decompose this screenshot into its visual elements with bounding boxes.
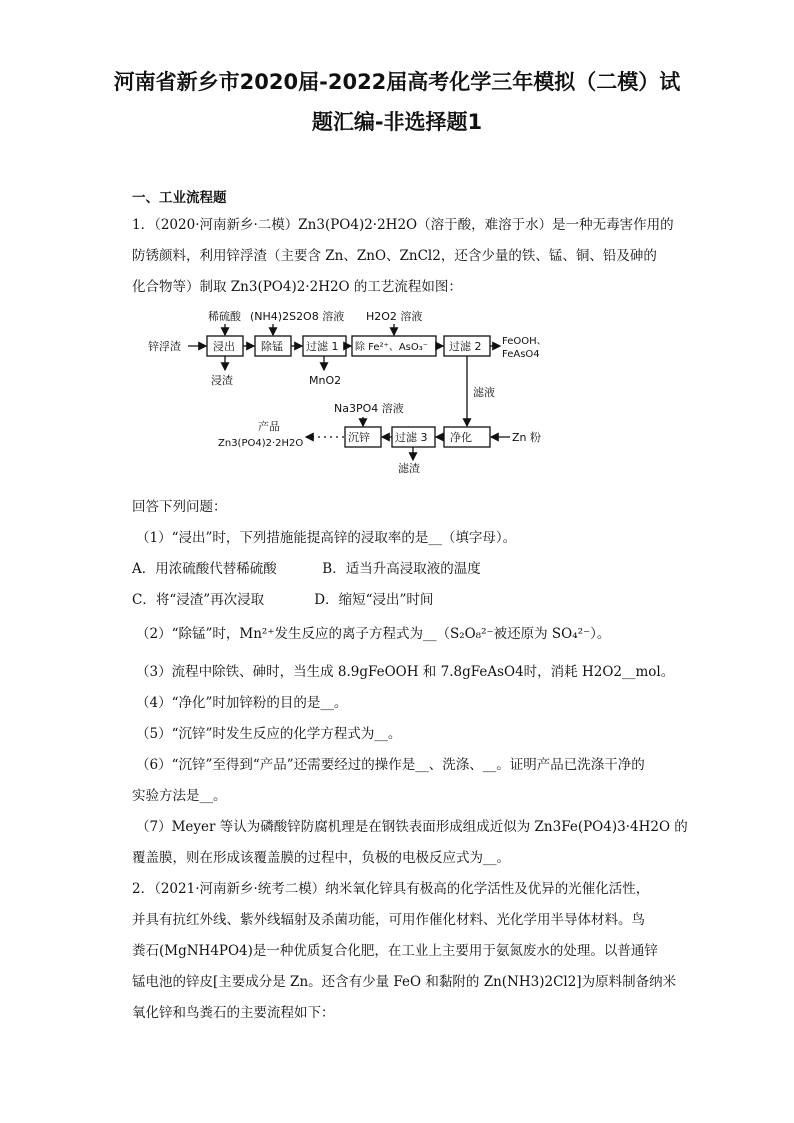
q1-part-6-line-2: 实验方法是__。 [132, 788, 227, 804]
flow-reagent-1: 稀硫酸 [208, 310, 241, 323]
flow-out-5a: FeOOH、 [502, 336, 547, 347]
section-heading: 一、工业流程题 [132, 190, 227, 206]
flow-out-5b: FeAsO4 [502, 349, 540, 360]
q1-part-6-line-1: （6）“沉锌”至得到“产品”还需要经过的操作是__、洗涤、__。证明产品已洗涤干净的 [136, 757, 645, 773]
q1-part-3: （3）流程中除铁、砷时，当生成 8.9gFeOOH 和 7.8gFeAsO4时，消耗 H2O2__mol。 [136, 664, 675, 680]
q1-part-2: （2）“除锰”时，Mn²⁺发生反应的离子方程式为__（S₂O₈²⁻被还原为 SO₄²⁻）。 [136, 626, 611, 642]
process-flow-diagram [0, 300, 794, 490]
q1-options-row-1 [132, 557, 481, 577]
q2-line-5: 氧化锌和鸟粪石的主要流程如下： [132, 1005, 335, 1021]
flow-product: Zn3(PO4)2·2H2O [218, 438, 304, 449]
flow-reagent-4: H2O2 溶液 [366, 310, 423, 323]
q1-intro-line-3: 化合物等）制取 Zn3(PO4)2·2H2O 的工艺流程如图： [132, 279, 462, 295]
option-d: D．缩短“浸出”时间 [314, 592, 434, 608]
title-line-2: 题汇编-非选择题1 [311, 110, 483, 134]
q1-intro-line-2: 防锈颜料，利用锌浮渣（主要含 Zn、ZnO、ZnCl2，还含少量的铁、锰、铜、铅及砷的 [132, 248, 657, 264]
flow-reagent-8: Na3PO4 溶液 [334, 402, 404, 415]
flow-out-7: 滤渣 [398, 462, 420, 475]
option-b: B．适当升高浸取液的温度 [322, 561, 481, 577]
flow-step-3: 过滤 1 [306, 340, 339, 353]
q1-part-4: （4）“净化”时加锌粉的目的是__。 [136, 695, 348, 711]
option-a: A．用浓硫酸代替稀硫酸 [132, 561, 277, 577]
q2-line-1: 2．（2021·河南新乡·统考二模）纳米氧化锌具有极高的化学活性及优异的光催化活性， [132, 881, 650, 897]
q1-part-5: （5）“沉锌”时发生反应的化学方程式为__。 [136, 726, 402, 742]
page-title [60, 62, 734, 142]
flow-filtrate: 滤液 [473, 386, 495, 399]
q1-part-7-line-1: （7）Meyer 等认为磷酸锌防腐机理是在钢铁表面形成组成近似为 Zn3Fe(PO4)3·4H2O 的 [136, 819, 688, 835]
q1-options-row-2 [132, 588, 433, 608]
option-c: C．将“浸渣”再次浸取 [132, 592, 265, 608]
flow-reagent-2: (NH4)2S2O8 溶液 [250, 310, 345, 323]
flow-step-1: 浸出 [213, 340, 235, 353]
flow-out-3: MnO2 [309, 374, 342, 387]
q1-part-1: （1）“浸出”时，下列措施能提高锌的浸取率的是__（填字母）。 [136, 530, 517, 546]
flow-out-1: 浸渣 [211, 374, 233, 387]
flow-reagent-6: Zn 粉 [512, 431, 542, 444]
q2-line-2: 并具有抗红外线、紫外线辐射及杀菌功能，可用作催化材料、光化学用半导体材料。鸟 [132, 912, 645, 928]
flow-step-4: 除 Fe²⁺、AsO₃⁻ [355, 342, 429, 353]
answer-prompt: 回答下列问题： [132, 499, 227, 515]
flow-step-8: 沉锌 [348, 431, 370, 444]
q1-part-7-line-2: 覆盖膜，则在形成该覆盖膜的过程中，负极的电极反应式为__。 [132, 850, 510, 866]
flow-step-5: 过滤 2 [449, 340, 482, 353]
flow-step-7: 过滤 3 [395, 431, 428, 444]
flow-start: 锌浮渣 [148, 340, 181, 353]
q1-intro-line-1: 1．（2020·河南新乡·二模）Zn3(PO4)2·2H2O（溶于酸，难溶于水）是一种无毒害作用的 [132, 217, 674, 233]
title-line-1: 河南省新乡市2020届-2022届高考化学三年模拟（二模）试 [113, 70, 681, 94]
flow-product-label: 产品 [258, 420, 280, 433]
q2-line-4: 锰电池的锌皮[主要成分是 Zn。还含有少量 FeO 和黏附的 Zn(NH3)2Cl2]为原料制备纳米 [132, 974, 677, 990]
q2-line-3: 粪石(MgNH4PO4)是一种优质复合化肥，在工业上主要用于氨氮废水的处理。以普通锌 [132, 943, 658, 959]
flow-step-2: 除锰 [261, 340, 283, 353]
flow-step-6: 净化 [450, 431, 472, 444]
